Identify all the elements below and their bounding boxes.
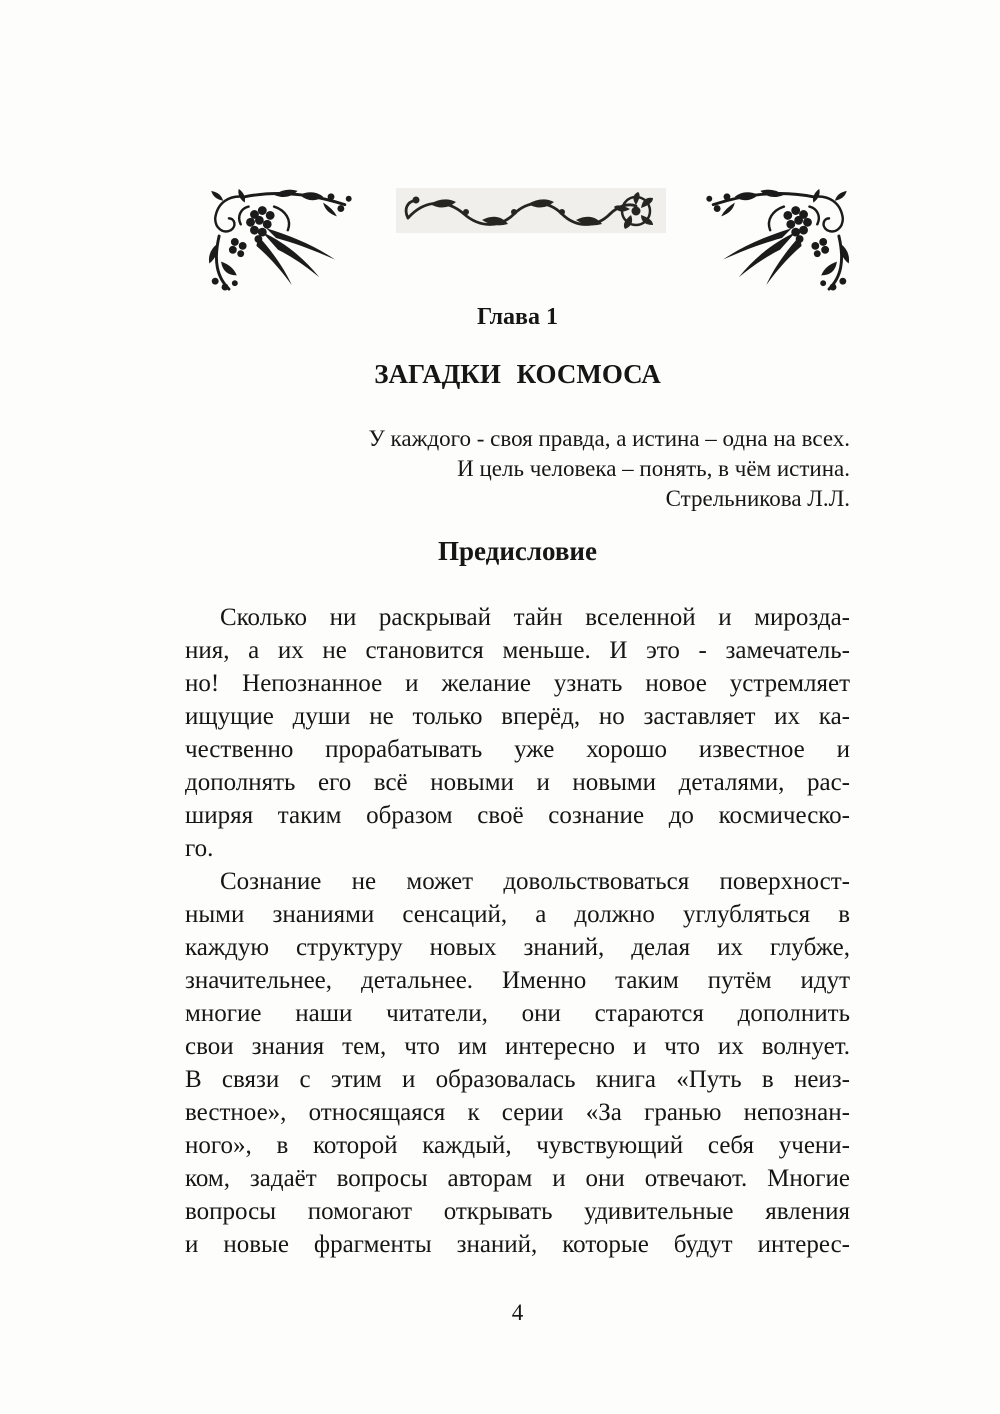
corner-flourish-icon-mirrored (705, 185, 853, 293)
chapter-label: Глава 1 (477, 304, 558, 330)
epigraph-author: Стрельникова Л.Л. (665, 486, 850, 511)
body-line: вестное», относящаяся к серии «За гранью непознан- (185, 1099, 850, 1126)
body-line: значительнее, детальнее. Именно таким путём идут (185, 967, 850, 994)
body-line: ными знаниями сенсаций, а должно углубляться в (185, 901, 850, 928)
body-line: но! Непознанное и желание узнать новое устремляет (185, 670, 850, 697)
floral-band-icon (395, 188, 667, 233)
body-line: ного», в которой каждый, чувствующий себя учени- (185, 1132, 850, 1159)
corner-flourish-icon (205, 185, 353, 293)
body-line: ищущие души не только вперёд, но заставляет их ка- (185, 703, 850, 730)
body-line: Сколько ни раскрывай тайн вселенной и мирозда- (220, 604, 850, 631)
body-line: вопросы помогают открывать удивительные явления (185, 1198, 850, 1225)
body-line: чественно прорабатывать уже хорошо известное и (185, 736, 850, 763)
epigraph-line: И цель человека – понять, в чём истина. (457, 456, 850, 481)
section-title: Предисловие (438, 536, 597, 566)
body-line: и новые фрагменты знаний, которые будут интерес- (185, 1231, 850, 1258)
body-line: ния, а их не становится меньше. И это - замечатель- (185, 637, 850, 664)
body-line: дополнять его всё новыми и новыми деталями, рас- (185, 769, 850, 796)
body-line: свои знания тем, что им интересно и что их волнует. (185, 1033, 850, 1060)
body-line: В связи с этим и образовалась книга «Путь в неиз- (185, 1066, 850, 1093)
epigraph (185, 424, 850, 514)
body-line: каждую структуру новых знаний, делая их глубже, (185, 934, 850, 961)
chapter-title: ЗАГАДКИ КОСМОСА (374, 359, 661, 389)
body-line: многие наши читатели, они стараются дополнить (185, 1000, 850, 1027)
body-line: ширяя таким образом своё сознание до космическо- (185, 802, 850, 829)
body-line: го. (185, 835, 214, 862)
body-line: ком, задаёт вопросы авторам и они отвечают. Многие (185, 1165, 850, 1192)
body-text (185, 601, 850, 1261)
epigraph-line: У каждого - своя правда, а истина – одна на всех. (368, 426, 850, 451)
page-number: 4 (511, 1300, 524, 1325)
body-line: Сознание не может довольствоваться поверхност- (220, 868, 850, 895)
